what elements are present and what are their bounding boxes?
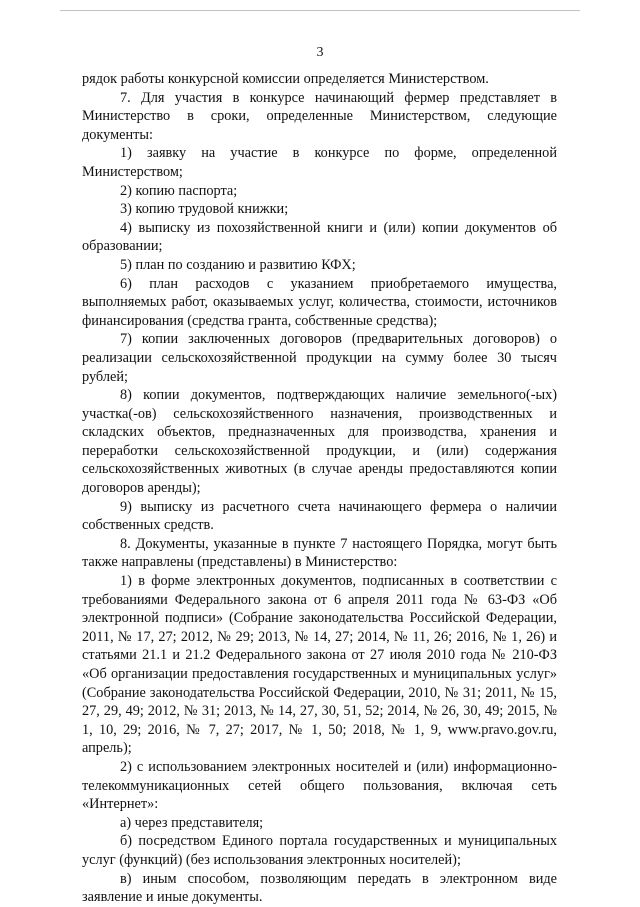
paragraph: 8) копии документов, подтверждающих наличие земельного(-ых) участка(-ов) сельскохозяйственного назначения, производственных и складских объектов, предназначенных для производства, хранения и переработки сельскохозяйственной продукции, и (или) содержания сельскохозяйственных животных (в случае аренды предоставляются копии договоров аренды); — [82, 387, 557, 497]
paragraph: 2) с использованием электронных носителей и (или) информационно-телекоммуникационных сетей общего пользования, включая сеть «Интернет»: — [82, 758, 557, 813]
paragraph: 7. Для участия в конкурсе начинающий фермер представляет в Министерство в сроки, определенные Министерством, следующие документы: — [82, 89, 557, 143]
paragraph: 7) копии заключенных договоров (предварительных договоров) о реализации сельскохозяйственной продукции на сумму более 30 тысяч рублей; — [82, 331, 557, 385]
page-number: 3 — [316, 45, 324, 60]
paragraph: 1) заявку на участие в конкурсе по форме, определенной Министерством; — [82, 145, 557, 180]
paragraph: 6) план расходов с указанием приобретаемого имущества, выполняемых работ, оказываемых услуг, количества, стоимости, источников финансирования (средства гранта, собственные средства); — [82, 275, 557, 329]
paragraph: 2) копию паспорта; — [120, 182, 238, 199]
paragraph: 1) в форме электронных документов, подписанных в соответствии с требованиями Федерального закона от 6 апреля 2011 года № 63-ФЗ «Об электронной подписи» (Собрание законодательства Российской Федерации, 2011, № 17, 27; 2012, № 29; 2013, № 14, 27; 2014, № 11, 26; 2016, № 1, 26) и статьями 21.1 и 21.2 Федерального закона от 27 июля 2010 года № 210-ФЗ «Об организации предоставления государственных и муниципальных услуг» (Собрание законодательства Российской Федерации, 2010, № 31; 2011, № 15, 27, 29, 49; 2012, № 31; 2013, № 14, 27, 30, 51, 52; 2014, № 26, 30, 49; 2015, № 1, 10, 29; 2016, № 7, 27; 2017, № 1, 50; 2018, № 1, 9, www.pravo.gov.ru, апрель); — [82, 573, 557, 757]
paragraph: 8. Документы, указанные в пункте 7 настоящего Порядка, могут быть также направлены (представлены) в Министерство: — [82, 535, 557, 571]
paragraph: рядок работы конкурсной комиссии определяется Министерством. — [82, 71, 489, 87]
paragraph: 3) копию трудовой книжки; — [120, 201, 289, 218]
scan-top-rule — [60, 10, 580, 11]
paragraph: 4) выписку из похозяйственной книги и (или) копии документов об образовании; — [82, 219, 557, 255]
paragraph: а) через представителя; — [120, 814, 264, 831]
document-body — [82, 70, 557, 907]
paragraph: 5) план по созданию и развитию КФХ; — [120, 256, 356, 273]
paragraph: 9) выписку из расчетного счета начинающего фермера о наличии собственных средств. — [82, 498, 557, 534]
paragraph: в) иным способом, позволяющим передать в электронном виде заявление и иные документы. — [82, 870, 557, 906]
paragraph: б) посредством Единого портала государственных и муниципальных услуг (функций) (без использования электронных носителей); — [82, 833, 557, 868]
